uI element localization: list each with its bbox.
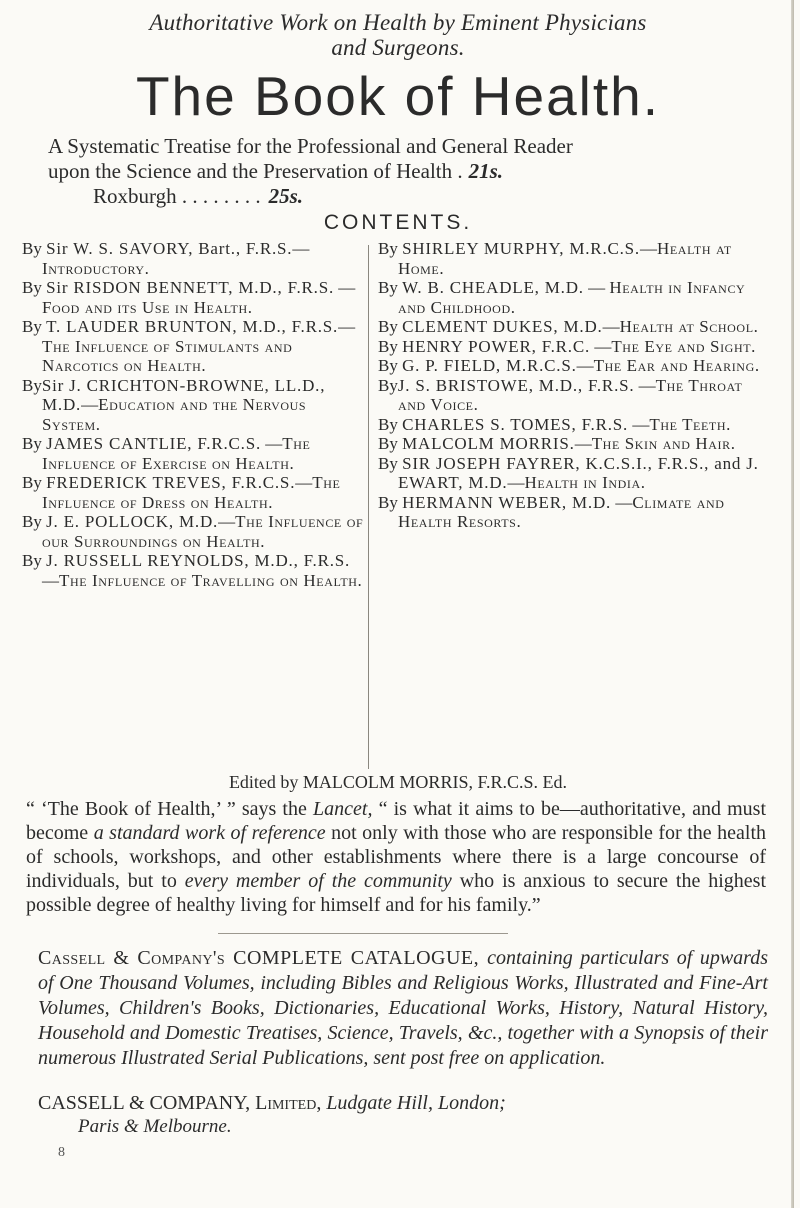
entry-separator: — — [590, 336, 612, 356]
contents-entry — [22, 512, 364, 551]
publisher-cities: Paris & Melbourne. — [78, 1116, 232, 1137]
entry-separator: — — [338, 317, 356, 336]
chapter-topic: Education and the Nervous System. — [42, 395, 307, 434]
author-name: CLEMENT DUKES, M.D. — [402, 317, 603, 336]
catalogue-body: containing particulars of upwards of One Thousand Volumes, including Bibles and Religious Works, Illustrated and Fine-Art Volumes, Children's Books, Dictionaries, Educational Works, History, Natural History, Household and Domestic Treatises, Science, Travels, &c., together with a Synopsis of their numerous Illustrated Serial Publications, sent post free on application. — [38, 947, 768, 1069]
author-name: JAMES CANTLIE, F.R.C.S. — [46, 434, 262, 453]
entry-by: By — [22, 278, 47, 297]
quote-part4: who is anxious to secure the highest possible degree of healthy living for himself and for his family.” — [26, 870, 766, 916]
chapter-topic: The Ear and Hearing. — [593, 356, 760, 375]
entry-by: By — [22, 473, 47, 492]
contents-entry — [22, 317, 364, 376]
contents-entry — [22, 551, 364, 590]
author-name: HERMANN WEBER, M.D. — [402, 492, 612, 512]
tagline — [18, 10, 778, 60]
publisher-limited: Limited, — [255, 1092, 327, 1114]
contents-entry — [22, 278, 364, 317]
entry-by: By — [378, 278, 403, 297]
author-name: J. E. POLLOCK, M.D. — [46, 512, 219, 531]
contents-entry — [378, 376, 774, 415]
author-name: SHIRLEY MURPHY, M.R.C.S. — [402, 239, 640, 258]
contents-entry — [22, 434, 364, 473]
author-name: CHARLES S. TOMES, F.R.S. — [402, 414, 629, 434]
chapter-topic: Food and its Use in Health. — [42, 297, 253, 317]
author-name: G. P. FIELD, M.R.C.S. — [402, 356, 577, 375]
author-name: Sir W. S. SAVORY, Bart., F.R.S. — [46, 239, 293, 258]
entry-separator: — — [292, 239, 310, 258]
entry-by: By — [378, 414, 403, 434]
author-name: Sir J. CRICHTON-BROWNE, LL.D., M.D. — [41, 375, 326, 414]
contents-entry — [22, 473, 364, 512]
entry-separator: — — [634, 375, 656, 395]
quote-part2: “ is what it aims to be—authoritative, and must become — [26, 798, 766, 844]
entry-by: By — [22, 551, 47, 570]
author-name: W. B. CHEADLE, M.D. — [402, 278, 584, 297]
author-name: FREDERICK TREVES, F.R.C.S. — [46, 473, 296, 492]
chapter-topic: Health in Infancy and Childhood. — [398, 278, 746, 317]
chapter-topic: The Skin and Hair. — [591, 434, 736, 453]
description-line1: A Systematic Treatise for the Professional and General Reader — [48, 134, 573, 158]
contents-entry — [378, 356, 774, 376]
entry-by: By — [22, 375, 42, 395]
contents-left-column — [22, 239, 364, 590]
contents-entry — [378, 454, 774, 493]
quote-member: every member of the community — [184, 870, 452, 892]
tagline-line1: Authoritative Work on Health by Eminent Physicians — [149, 10, 647, 35]
editor-credit: Edited by MALCOLM MORRIS, F.R.C.S. Ed. — [228, 772, 568, 792]
entry-separator: — — [576, 356, 594, 375]
entry-separator: — — [611, 492, 633, 512]
entry-separator: — — [574, 434, 592, 453]
catalogue-notice — [38, 946, 768, 1071]
chapter-topic: Health at Home. — [398, 239, 732, 278]
entry-separator: — — [295, 473, 313, 492]
price-roxburgh: 25s. — [268, 184, 304, 208]
publisher-name: CASSELL & COMPANY, — [38, 1092, 256, 1114]
page-edge — [791, 0, 794, 1208]
advertisement-page — [18, 0, 778, 1161]
column-divider — [368, 245, 369, 769]
description-line2: upon the Science and the Preservation of Health . — [48, 159, 463, 183]
entry-by: By — [378, 492, 403, 512]
entry-by: By — [378, 336, 403, 356]
quote-standard: a standard work of reference — [93, 822, 326, 844]
section-rule — [218, 933, 508, 934]
entry-separator: — — [583, 278, 610, 297]
entry-by: By — [378, 317, 403, 336]
publisher-imprint — [38, 1091, 778, 1139]
chapter-topic: The Influence of Dress on Health. — [42, 473, 341, 512]
entry-separator: — — [261, 434, 283, 453]
entry-by: By — [378, 434, 403, 453]
chapter-topic: Health at School. — [619, 317, 759, 336]
contents-entry — [378, 493, 774, 532]
quote-part3: not only with those who are responsible for the health of schools, workshops, and other establishments where there is a large concourse of individuals, but to — [26, 822, 767, 892]
publisher-address: Ludgate Hill, London; — [326, 1092, 506, 1114]
chapter-topic: The Influence of our Surroundings on Health. — [42, 512, 364, 551]
author-name: T. LAUDER BRUNTON, M.D., F.R.S. — [46, 317, 339, 336]
entry-separator: — — [218, 512, 236, 531]
entry-separator: — — [628, 414, 650, 434]
contents-entry — [22, 239, 364, 278]
quote-lancet: Lancet, — [313, 798, 373, 820]
entry-by: By — [22, 317, 47, 336]
quote-part1: “ ‘The Book of Health,’ ” says the — [26, 798, 314, 820]
entry-by: By — [378, 356, 403, 375]
contents-entry — [378, 317, 774, 337]
entry-by: By — [22, 239, 47, 258]
author-name: HENRY POWER, F.R.C. — [402, 336, 591, 356]
entry-by: By — [378, 453, 403, 473]
entry-by: By — [378, 239, 403, 258]
author-name: J. S. BRISTOWE, M.D., F.R.S. — [397, 375, 635, 395]
entry-by: By — [22, 512, 47, 531]
chapter-topic: The Influence of Exercise on Health. — [42, 434, 311, 473]
contents-right-column — [378, 239, 774, 532]
contents-entry — [378, 434, 774, 454]
page-number: 8 — [58, 1145, 65, 1160]
entry-by: By — [22, 434, 47, 453]
contents-entry — [22, 376, 364, 435]
binding-label: Roxburgh . . . . . . . . — [93, 184, 261, 208]
contents-entry — [378, 415, 774, 435]
author-name: SIR JOSEPH FAYRER, K.C.S.I., F.R.S., and J. EWART, M.D. — [398, 453, 759, 492]
entry-separator: — — [334, 278, 356, 297]
price-cloth: 21s. — [468, 159, 504, 183]
catalogue-title: COMPLETE CATALOGUE, — [225, 947, 488, 969]
contents-entry — [378, 239, 774, 278]
contents-entry — [378, 278, 774, 317]
author-name: Sir RISDON BENNETT, M.D., F.R.S. — [46, 278, 335, 297]
chapter-topic: The Throat and Voice. — [398, 375, 743, 414]
contents-entry — [378, 337, 774, 357]
entry-separator: — — [640, 239, 657, 258]
entry-separator: — — [602, 317, 620, 336]
chapter-topic: The Influence of Travelling on Health. — [59, 570, 363, 590]
entry-separator: — — [507, 473, 525, 492]
chapter-topic: The Influence of Stimulants and Narcotics on Health. — [42, 336, 293, 375]
chapter-topic: Health in India. — [524, 473, 646, 492]
chapter-topic: Climate and Health Resorts. — [398, 492, 725, 531]
author-name: J. RUSSELL REYNOLDS, M.D., F.R.S. — [46, 551, 351, 570]
book-description — [48, 134, 768, 209]
entry-separator: — — [42, 570, 59, 590]
entry-separator: — — [81, 395, 99, 414]
chapter-topic: The Eye and Sight. — [611, 336, 756, 356]
author-name: MALCOLM MORRIS. — [402, 434, 575, 453]
chapter-topic: The Teeth. — [649, 414, 731, 434]
contents-heading: CONTENTS. — [323, 211, 473, 234]
chapter-topic: Introductory. — [42, 258, 150, 278]
catalogue-lead: Cassell & Company's — [38, 947, 226, 969]
entry-by: By — [378, 375, 398, 395]
tagline-line2: and Surgeons. — [331, 35, 465, 60]
contents-columns — [18, 239, 778, 783]
book-title: The Book of Health. — [135, 65, 661, 127]
lancet-quote — [26, 797, 766, 917]
